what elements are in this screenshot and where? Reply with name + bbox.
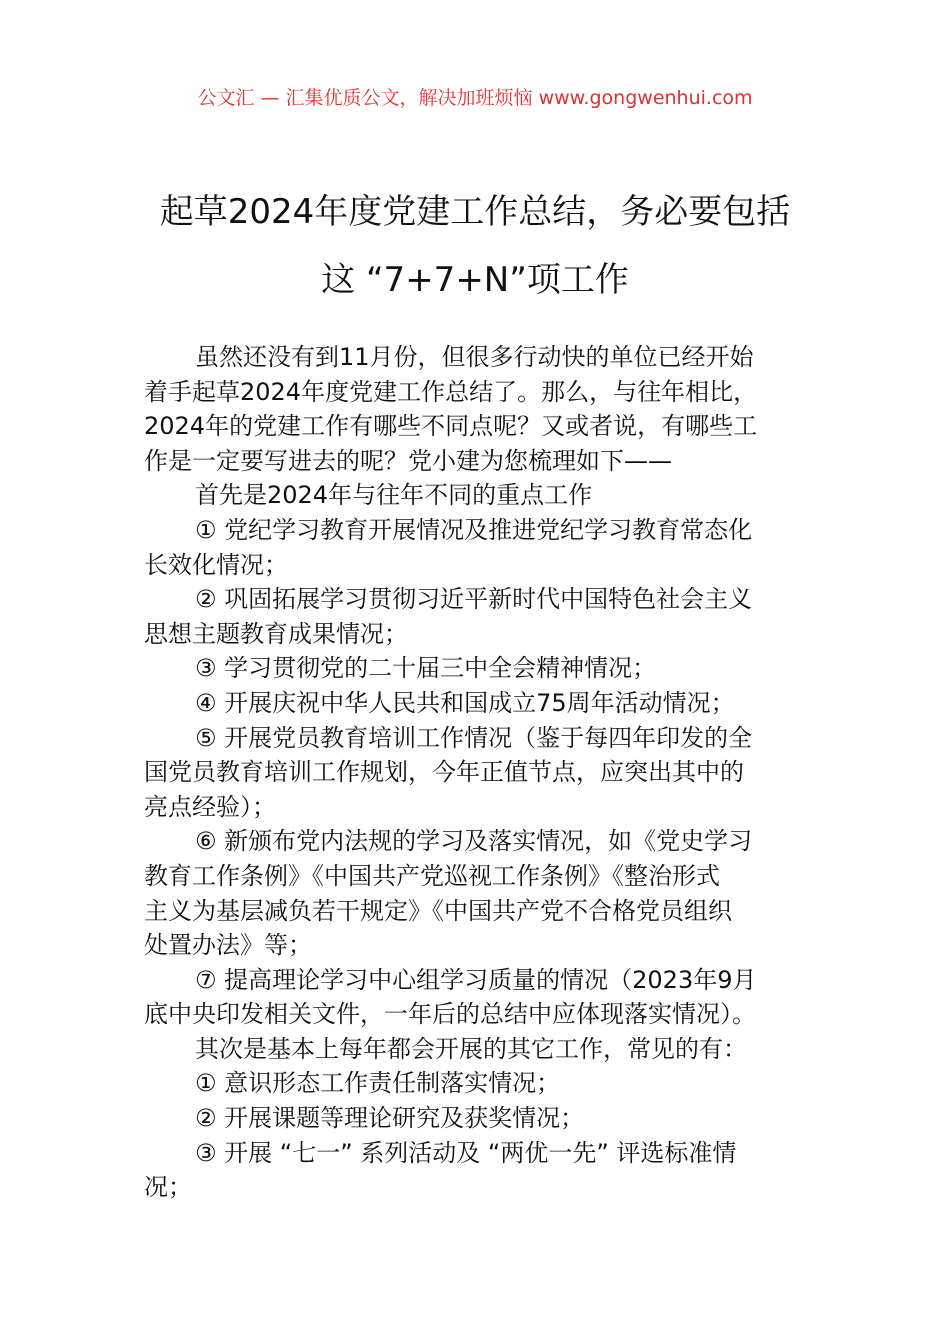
text-line: ⑦ 提高理论学习中心组学习质量的情况（2023年9月: [195, 965, 757, 994]
text-line: 主义为基层减负若干规定》《中国共产党不合格党员组织: [144, 896, 732, 925]
paragraph: [144, 963, 824, 1032]
document-title: [0, 178, 950, 314]
text-line: 思想主题教育成果情况；: [144, 619, 408, 648]
text-line: ② 巩固拓展学习贯彻习近平新时代中国特色社会主义: [195, 585, 753, 614]
text-line: 教育工作条例》《中国共产党巡视工作条例》《整治形式: [144, 861, 720, 890]
text-line: ⑥ 新颁布党内法规的学习及落实情况，如《党史学习: [195, 827, 753, 856]
title-line: 起草2024年度党建工作总结，务必要包括: [159, 192, 791, 232]
text-line: ③ 学习贯彻党的二十届三中全会精神情况；: [195, 654, 657, 683]
watermark-banner: 公文汇 — 汇集优质公文，解决加班烦恼 www.gongwenhui.com: [197, 87, 753, 109]
text-line: 底中央印发相关文件，一年后的总结中应体现落实情况）。: [144, 1000, 756, 1029]
paragraph: [144, 1136, 824, 1205]
text-line: 处置办法》等；: [144, 931, 312, 960]
text-line: 首先是2024年与往年不同的重点工作: [195, 481, 593, 510]
text-line: 国党员教育培训工作规划，今年正值节点，应突出其中的: [144, 758, 744, 787]
text-line: 其次是基本上每年都会开展的其它工作，常见的有：: [195, 1034, 747, 1063]
text-line: ① 意识形态工作责任制落实情况；: [195, 1069, 561, 1098]
text-line: ⑤ 开展党员教育培训工作情况（鉴于每四年印发的全: [195, 723, 753, 752]
paragraph: [144, 651, 824, 686]
paragraph: [144, 721, 824, 825]
text-line: ① 党纪学习教育开展情况及推进党纪学习教育常态化: [195, 515, 753, 544]
paragraph: [144, 1032, 824, 1067]
document-body: [144, 340, 824, 1205]
paragraph: [144, 478, 824, 513]
text-line: 着手起草2024年度党建工作总结了。那么，与往年相比，: [144, 377, 758, 406]
text-line: 作是一定要写进去的呢？党小建为您梳理如下——: [144, 446, 672, 475]
paragraph: [144, 1101, 824, 1136]
paragraph: [144, 824, 824, 962]
text-line: 2024年的党建工作有哪些不同点呢？又或者说，有哪些工: [144, 412, 758, 441]
paragraph: [144, 340, 824, 478]
paragraph: [144, 513, 824, 582]
text-line: ② 开展课题等理论研究及获奖情况；: [195, 1104, 585, 1133]
paragraph: [144, 1066, 824, 1101]
text-line: ③ 开展 “七一” 系列活动及 “两优一先” 评选标准情: [195, 1138, 737, 1167]
text-line: ④ 开展庆祝中华人民共和国成立75周年活动情况；: [195, 688, 735, 717]
paragraph: [144, 582, 824, 651]
paragraph: [144, 686, 824, 721]
text-line: 虽然还没有到11月份，但很多行动快的单位已经开始: [195, 343, 754, 371]
text-line: 况；: [144, 1173, 192, 1202]
title-line: 这 “7+7+N”项工作: [321, 260, 629, 300]
text-line: 亮点经验）；: [144, 792, 276, 821]
text-line: 长效化情况；: [144, 550, 288, 579]
